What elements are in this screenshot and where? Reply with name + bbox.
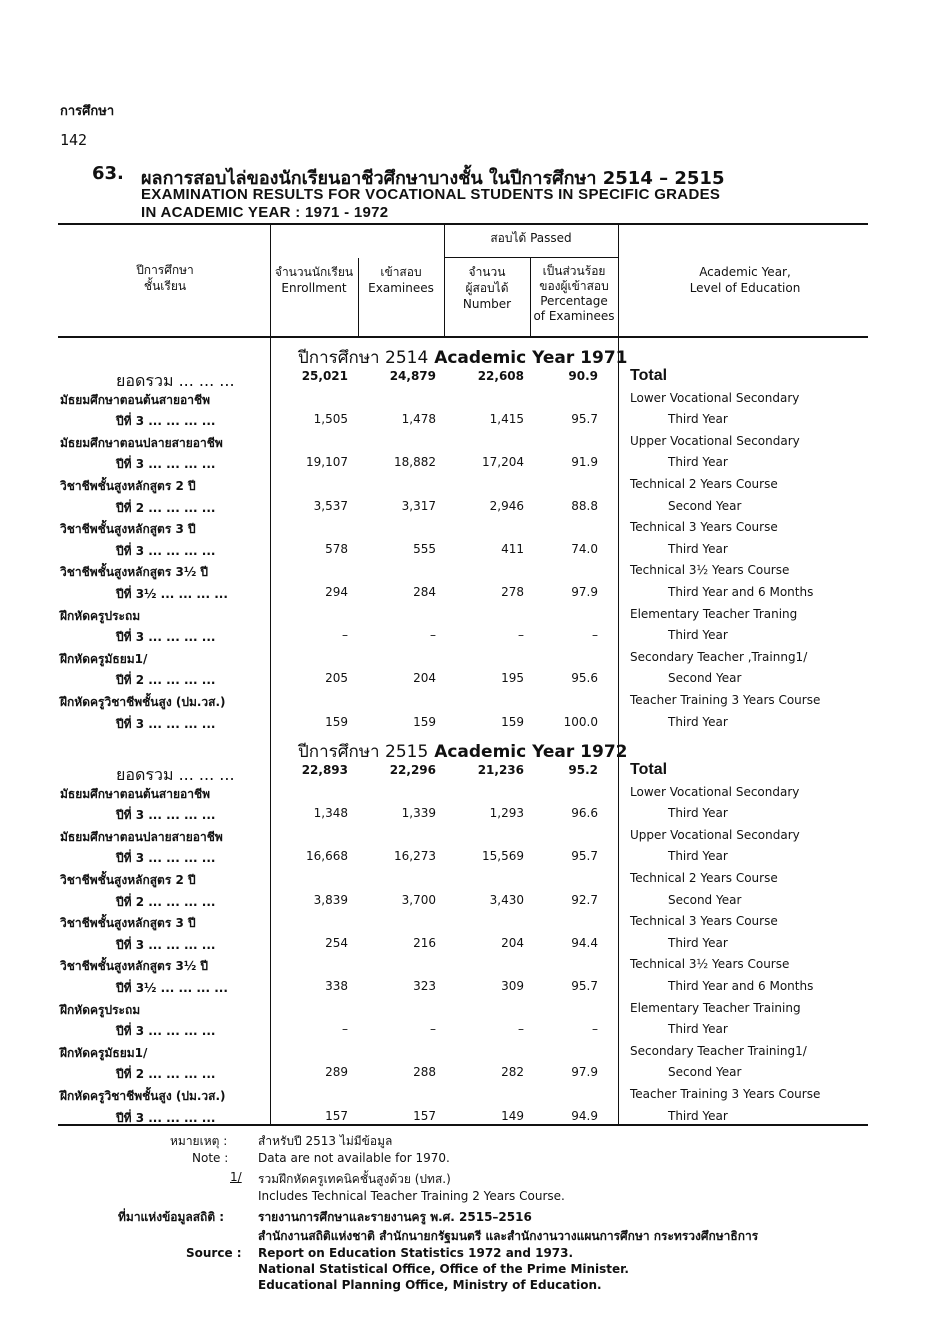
row-label-th: วิชาชีพชั้นสูงหลักสูตร 2 ปี: [60, 479, 196, 493]
col-percentage-header: [530, 264, 618, 324]
cell-enrollment: 19,107: [306, 455, 348, 470]
cell-percentage: 95.7: [571, 979, 598, 993]
cell-percentage: 100.0: [563, 714, 598, 729]
row-label-th: วิชาชีพชั้นสูงหลักสูตร 2 ปี: [60, 873, 196, 887]
footnote-mark: 1/: [230, 1170, 242, 1184]
table-row: [60, 582, 860, 604]
exam-en: Examinees: [368, 281, 434, 295]
row-label-en: Secondary Teacher ,Trainng1/: [630, 649, 808, 664]
row-label-th: ปีที่ 3½ ... ... ... ...: [116, 981, 228, 995]
row-label-en: Third Year: [668, 714, 728, 729]
row-label-th: ปีที่ 3 ... ... ... ...: [116, 630, 216, 645]
row-label-th: ปีที่ 3 ... ... ... ...: [116, 937, 216, 952]
row-label-en: Third Year: [668, 455, 728, 470]
row-label-th: วิชาชีพชั้นสูงหลักสูตร 3 ปี: [60, 522, 196, 537]
cell-enrollment: 25,021: [301, 369, 348, 383]
cell-enrollment: 3,537: [313, 498, 348, 513]
table-row: [60, 1084, 860, 1106]
table-row: [60, 366, 860, 388]
number-th-2: ผู้สอบได้: [465, 281, 509, 295]
enroll-en: Enrollment: [281, 281, 347, 295]
table-row: [60, 474, 860, 496]
cell-passed-number: –: [518, 1022, 524, 1037]
table-row: [60, 625, 860, 647]
source-th-2: สำนักงานสถิติแห่งชาติ สำนักนายกรัฐมนตรี และสำนักงานวางแผนการศึกษา กระทรวงศึกษาธิการ: [258, 1229, 759, 1243]
row-label-th: ปีที่ 3 ... ... ... ...: [116, 543, 216, 558]
cell-passed-number: 282: [501, 1065, 524, 1080]
cell-examinees: 216: [413, 935, 436, 950]
table-row: [60, 712, 860, 734]
row-label-th: ฝึกหัดครูมัธยม1/: [60, 1045, 148, 1060]
cell-examinees: 555: [413, 541, 436, 556]
row-label-en: Lower Vocational Secondary: [630, 784, 800, 799]
note-th: สำหรับปี 2513 ไม่มีข้อมูล: [258, 1134, 393, 1148]
cell-enrollment: –: [342, 1022, 348, 1037]
table-row: [60, 803, 860, 825]
header-bottom-rule: [58, 336, 868, 338]
cell-enrollment: 22,893: [301, 763, 348, 777]
cell-enrollment: 294: [325, 585, 348, 599]
source-en-1: Report on Education Statistics 1972 and 1973.: [258, 1246, 574, 1260]
cell-passed-number: 195: [501, 671, 524, 686]
cell-passed-number: 2,946: [489, 498, 524, 513]
enroll-th: จำนวนนักเรียน: [274, 265, 354, 279]
cell-examinees: 1,478: [401, 412, 436, 427]
cell-examinees: 24,879: [389, 369, 436, 383]
cell-enrollment: 254: [325, 935, 348, 950]
row-label-en: Lower Vocational Secondary: [630, 390, 800, 405]
row-label-en: Third Year: [668, 1108, 728, 1123]
row-label-en: Third Year: [668, 935, 728, 950]
level-en-2: Level of Education: [689, 281, 801, 295]
row-label-th: ปีที่ 3 ... ... ... ...: [116, 1110, 216, 1125]
title-en-line2: IN ACADEMIC YEAR : 1971 - 1972: [141, 204, 389, 221]
row-label-en: Technical 2 Years Course: [630, 871, 778, 885]
row-label-en: Second Year: [668, 892, 742, 907]
source-en-2: National Statistical Office, Office of the Prime Minister.: [258, 1262, 629, 1276]
cell-enrollment: 289: [325, 1065, 348, 1080]
cell-examinees: –: [430, 1022, 436, 1037]
source-th-label: ที่มาแห่งข้อมูลสถิติ :: [118, 1210, 225, 1224]
footnote-th: รวมฝึกหัดครูเทคนิคชั้นสูงด้วย (ปทส.): [258, 1172, 451, 1186]
cell-percentage: 97.9: [571, 1065, 598, 1080]
cell-examinees: 157: [413, 1108, 436, 1123]
cell-percentage: 74.0: [571, 541, 598, 556]
cell-passed-number: –: [518, 628, 524, 643]
row-label-th: ฝึกหัดครูวิชาชีพชั้นสูง (ปม.วส.): [60, 1089, 226, 1103]
cell-examinees: 159: [413, 714, 436, 729]
cell-percentage: 96.6: [571, 806, 598, 821]
col-examinees-header: [358, 264, 444, 296]
cell-examinees: 204: [413, 671, 436, 686]
cell-passed-number: 149: [501, 1108, 524, 1123]
source-en-3: Educational Planning Office, Ministry of Education.: [258, 1278, 602, 1292]
row-label-en: Third Year and 6 Months: [668, 585, 814, 599]
cell-percentage: 95.7: [571, 412, 598, 427]
footnote-en: Includes Technical Teacher Training 2 Years Course.: [258, 1189, 565, 1203]
cell-passed-number: 411: [501, 541, 524, 556]
table-row: [60, 388, 860, 410]
cell-passed-number: 204: [501, 935, 524, 950]
level-en-1: Academic Year,: [699, 265, 791, 279]
table-row: [60, 890, 860, 912]
passed-group-header: สอบได้ Passed: [490, 231, 572, 245]
table-row: [60, 911, 860, 933]
row-label-th: ปีที่ 2 ... ... ... ...: [116, 500, 216, 515]
row-label-en: Third Year: [668, 806, 728, 821]
cell-passed-number: 1,293: [489, 806, 524, 821]
row-label-th: ฝึกหัดครูประถม: [60, 1002, 141, 1017]
table-row: [60, 825, 860, 847]
cell-percentage: 88.8: [571, 498, 598, 513]
row-label-en: Second Year: [668, 498, 742, 513]
row-label-th: ปีที่ 2 ... ... ... ...: [116, 894, 216, 909]
table-row: [60, 868, 860, 890]
row-label-en: Technical 3½ Years Course: [630, 563, 790, 578]
table-row: [60, 1062, 860, 1084]
row-label-en: Upper Vocational Secondary: [630, 827, 800, 842]
cell-percentage: 94.9: [571, 1108, 598, 1123]
cell-percentage: 95.2: [568, 763, 598, 777]
pct-en-1: Percentage: [540, 294, 608, 308]
table-row: [60, 760, 860, 782]
cell-percentage: 91.9: [571, 455, 598, 470]
row-label-en: Second Year: [668, 671, 742, 686]
cell-percentage: 92.7: [571, 892, 598, 907]
cell-examinees: –: [430, 628, 436, 643]
period-label-th: ปีการศึกษา 2514: [298, 348, 429, 368]
row-label-en: Upper Vocational Secondary: [630, 433, 800, 448]
period-label-th: ปีการศึกษา 2515: [298, 742, 429, 762]
table-row: [60, 539, 860, 561]
row-label-th: ปีที่ 3½ ... ... ... ...: [116, 587, 228, 601]
table-row: [60, 668, 860, 690]
cell-passed-number: 159: [501, 714, 524, 729]
table-row: [60, 517, 860, 539]
note-en: Data are not available for 1970.: [258, 1151, 450, 1165]
cell-examinees: 284: [413, 585, 436, 599]
pct-en-2: of Examinees: [533, 309, 615, 323]
exam-th: เข้าสอบ: [380, 265, 422, 279]
row-label-en: Elementary Teacher Training: [630, 1000, 801, 1015]
cell-passed-number: 15,569: [482, 849, 524, 864]
table-row: [60, 976, 860, 998]
cell-percentage: 90.9: [568, 369, 598, 383]
row-label-th: ยอดรวม ... ... ...: [116, 765, 235, 784]
cell-enrollment: –: [342, 628, 348, 643]
table-row: [60, 1106, 860, 1128]
col-number-header: [444, 264, 530, 312]
title-thai: ผลการสอบไล่ของนักเรียนอาชีวศึกษาบางชั้น ในปีการศึกษา 2514 – 2515: [141, 168, 725, 189]
row-label-th: ฝึกหัดครูมัธยม1/: [60, 651, 148, 666]
row-label-en: Total: [630, 761, 668, 778]
row-label-en: Teacher Training 3 Years Course: [630, 1087, 821, 1101]
row-label-en: Technical 3 Years Course: [630, 520, 778, 535]
row-label-en: Technical 2 Years Course: [630, 477, 778, 491]
cell-passed-number: 17,204: [482, 455, 524, 470]
cell-enrollment: 1,505: [313, 412, 348, 427]
row-label-th: ปีที่ 2 ... ... ... ...: [116, 673, 216, 688]
cell-percentage: 95.6: [571, 671, 598, 686]
col1-th-line1: ปีการศึกษา: [136, 263, 194, 277]
cell-examinees: 16,273: [394, 849, 436, 864]
table-row: [60, 998, 860, 1020]
cell-enrollment: 157: [325, 1108, 348, 1123]
cell-percentage: 95.7: [571, 849, 598, 864]
row-label-th: มัธยมศึกษาตอนปลายสายอาชีพ: [60, 435, 223, 450]
cell-examinees: 3,317: [401, 498, 436, 513]
cell-examinees: 323: [413, 979, 436, 993]
row-label-th: ปีที่ 3 ... ... ... ...: [116, 414, 216, 429]
col-academic-year-header: [640, 264, 850, 296]
table-row: [60, 560, 860, 582]
row-label-en: Third Year: [668, 412, 728, 427]
cell-examinees: 1,339: [401, 806, 436, 821]
passed-group-rule: [444, 257, 618, 258]
table-row: [60, 846, 860, 868]
row-label-th: ปีที่ 3 ... ... ... ...: [116, 457, 216, 472]
cell-percentage: 97.9: [571, 585, 598, 599]
cell-examinees: 288: [413, 1065, 436, 1080]
table-row: [60, 452, 860, 474]
period-label-en: Academic Year 1971: [434, 348, 628, 368]
cell-enrollment: 338: [325, 979, 348, 993]
table-row: [60, 690, 860, 712]
cell-enrollment: 1,348: [313, 806, 348, 821]
row-label-en: Technical 3 Years Course: [630, 914, 778, 929]
row-label-th: มัธยมศึกษาตอนปลายสายอาชีพ: [60, 829, 223, 844]
row-label-th: มัธยมศึกษาตอนต้นสายอาชีพ: [60, 392, 210, 407]
page-number: 142: [60, 131, 88, 149]
row-label-th: ปีที่ 3 ... ... ... ...: [116, 851, 216, 866]
table-row: [60, 1019, 860, 1041]
row-label-en: Second Year: [668, 1065, 742, 1080]
row-label-en: Third Year: [668, 1022, 728, 1037]
pct-th-2: ของผู้เข้าสอบ: [539, 279, 609, 293]
table-number: 63.: [92, 163, 124, 184]
col-year-level-header: [110, 262, 220, 294]
cell-passed-number: 309: [501, 979, 524, 993]
cell-enrollment: 205: [325, 671, 348, 686]
row-label-th: ปีที่ 2 ... ... ... ...: [116, 1067, 216, 1082]
table-row: [60, 431, 860, 453]
cell-examinees: 22,296: [389, 763, 436, 777]
cell-percentage: –: [592, 1022, 598, 1037]
row-label-en: Third Year: [668, 849, 728, 864]
cell-passed-number: 1,415: [489, 412, 524, 427]
row-label-en: Total: [630, 367, 668, 384]
row-label-en: Third Year and 6 Months: [668, 979, 814, 993]
number-th-1: จำนวน: [468, 265, 506, 279]
cell-percentage: 94.4: [571, 935, 598, 950]
table-row: [60, 933, 860, 955]
note-th-label: หมายเหตุ :: [170, 1134, 228, 1148]
cell-enrollment: 16,668: [306, 849, 348, 864]
row-label-en: Teacher Training 3 Years Course: [630, 693, 821, 707]
row-label-th: วิชาชีพชั้นสูงหลักสูตร 3 ปี: [60, 916, 196, 931]
cell-enrollment: 159: [325, 714, 348, 729]
cell-examinees: 3,700: [401, 892, 436, 907]
number-en: Number: [462, 297, 512, 311]
row-label-th: ปีที่ 3 ... ... ... ...: [116, 1024, 216, 1039]
cell-examinees: 18,882: [394, 455, 436, 470]
cell-enrollment: 3,839: [313, 892, 348, 907]
table-top-rule: [58, 223, 868, 225]
row-label-th: วิชาชีพชั้นสูงหลักสูตร 3½ ปี: [60, 959, 209, 974]
row-label-th: ปีที่ 3 ... ... ... ...: [116, 716, 216, 731]
row-label-en: Secondary Teacher Training1/: [630, 1043, 807, 1058]
cell-passed-number: 278: [501, 585, 524, 599]
table-row: [60, 782, 860, 804]
period-label-en: Academic Year 1972: [434, 742, 628, 762]
row-label-th: ปีที่ 3 ... ... ... ...: [116, 808, 216, 823]
table-row: [60, 409, 860, 431]
cell-passed-number: 22,608: [477, 369, 524, 383]
note-en-label: Note :: [192, 1151, 229, 1165]
table-row: [60, 604, 860, 626]
row-label-th: ยอดรวม ... ... ...: [116, 371, 235, 390]
col1-th-line2: ชั้นเรียน: [143, 279, 187, 293]
table-row: [60, 954, 860, 976]
row-label-en: Elementary Teacher Traning: [630, 606, 798, 621]
row-label-en: Technical 3½ Years Course: [630, 957, 790, 972]
row-label-en: Third Year: [668, 541, 728, 556]
row-label-th: ฝึกหัดครูประถม: [60, 608, 141, 623]
section-label: การศึกษา: [60, 104, 115, 119]
cell-passed-number: 3,430: [489, 892, 524, 907]
source-th-1: รายงานการศึกษาและรายงานครู พ.ศ. 2515–2516: [258, 1210, 532, 1224]
cell-enrollment: 578: [325, 541, 348, 556]
table-row: [60, 1041, 860, 1063]
cell-passed-number: 21,236: [477, 763, 524, 777]
col-enrollment-header: [270, 264, 358, 296]
row-label-en: Third Year: [668, 628, 728, 643]
row-label-th: มัธยมศึกษาตอนต้นสายอาชีพ: [60, 786, 210, 801]
pct-th-1: เป็นส่วนร้อย: [542, 264, 606, 278]
title-en-line1: EXAMINATION RESULTS FOR VOCATIONAL STUDENTS IN SPECIFIC GRADES: [141, 186, 721, 203]
cell-percentage: –: [592, 628, 598, 643]
row-label-th: วิชาชีพชั้นสูงหลักสูตร 3½ ปี: [60, 565, 209, 580]
row-label-th: ฝึกหัดครูวิชาชีพชั้นสูง (ปม.วส.): [60, 695, 226, 709]
table-row: [60, 496, 860, 518]
table-row: [60, 647, 860, 669]
source-en-label: Source :: [186, 1246, 242, 1260]
hdr-vline-5: [618, 225, 619, 336]
